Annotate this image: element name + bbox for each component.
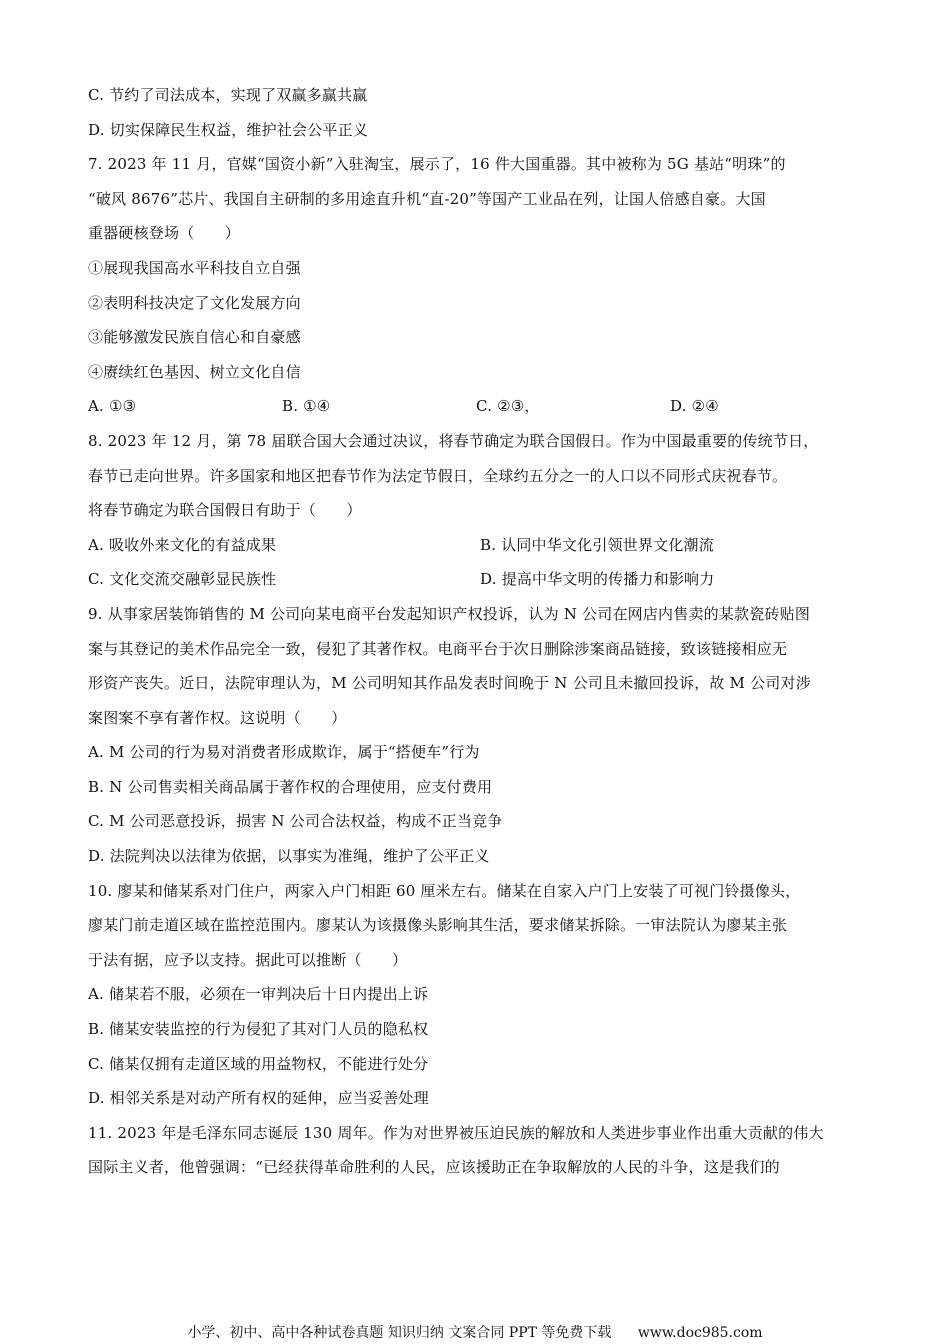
q7-option-b: B. ①④ xyxy=(282,397,331,416)
q8-options-row xyxy=(88,562,878,597)
q10-option-c: C. 储某仅拥有走道区域的用益物权，不能进行处分 xyxy=(88,1054,429,1073)
q10-stem-line: 10. 廖某和储某系对门住户，两家入户门相距 60 厘米左右。储某在自家入户门上安装了可视门铃摄像头， xyxy=(88,881,801,900)
q7-item: ③能够激发民族自信心和自豪感 xyxy=(88,328,301,347)
q6-option-d: D. 切实保障民生权益，维护社会公平正义 xyxy=(88,120,369,139)
q9-stem-line: 案与其登记的美术作品完全一致，侵犯了其著作权。电商平台于次日删除涉案商品链接，致该链接相应无 xyxy=(88,639,788,658)
q7-stem-line: 重器硬核登场（ ） xyxy=(88,224,241,243)
q8-stem-line: 春节已走向世界。许多国家和地区把春节作为法定节假日，全球约五分之一的人口以不同形式庆祝春节。 xyxy=(88,466,788,485)
q10-option-d: D. 相邻关系是对动产所有权的延伸，应当妥善处理 xyxy=(88,1089,429,1108)
q7-option-c: C. ②③， xyxy=(476,397,540,416)
q8-option-b: B. 认同中华文化引领世界文化潮流 xyxy=(480,535,714,554)
q9-option-d: D. 法院判决以法律为依据，以事实为准绳，维护了公平正义 xyxy=(88,847,490,866)
q7-option-a: A. ①③ xyxy=(88,397,137,416)
q9-stem-line: 案图案不享有著作权。这说明（ ） xyxy=(88,708,347,727)
footer-text: 小学、初中、高中各种试卷真题 知识归纳 文案合同 PPT 等免费下载 xyxy=(187,1325,612,1341)
q7-item: ④赓续红色基因、树立文化自信 xyxy=(88,362,301,381)
q10-option-a: A. 储某若不服，必须在一审判决后十日内提出上诉 xyxy=(88,985,429,1004)
q7-item: ①展现我国高水平科技自立自强 xyxy=(88,258,301,277)
q10-option-b: B. 储某安装监控的行为侵犯了其对门人员的隐私权 xyxy=(88,1020,429,1039)
q7-option-d: D. ②④ xyxy=(670,397,719,416)
q8-stem-line: 将春节确定为联合国假日有助于（ ） xyxy=(88,501,362,520)
q8-stem-line: 8. 2023 年 12 月，第 78 届联合国大会通过决议，将春节确定为联合国假日。作为中国最重要的传统节日， xyxy=(88,431,819,450)
q7-item: ②表明科技决定了文化发展方向 xyxy=(88,293,301,312)
q8-option-a: A. 吸收外来文化的有益成果 xyxy=(88,535,277,554)
q7-options xyxy=(88,389,878,424)
exam-page xyxy=(88,78,878,1185)
q6-option-c: C. 节约了司法成本，实现了双赢多赢共赢 xyxy=(88,86,368,104)
q8-options-row xyxy=(88,528,878,563)
q7-stem-line: “破风 8676”芯片、我国自主研制的多用途直升机“直-20”等国产工业品在列，让国人倍感自豪。大国 xyxy=(88,189,766,208)
q11-stem-line: 11. 2023 年是毛泽东同志诞辰 130 周年。作为对世界被压迫民族的解放和人类进步事业作出重大贡献的伟大 xyxy=(88,1123,824,1142)
q9-option-c: C. M 公司恶意投诉，损害 N 公司合法权益，构成不正当竞争 xyxy=(88,812,503,831)
q9-option-a: A. M 公司的行为易对消费者形成欺诈，属于“搭便车”行为 xyxy=(88,743,480,762)
q11-stem-line: 国际主义者，他曾强调：“已经获得革命胜利的人民，应该援助正在争取解放的人民的斗争，这是我们的 xyxy=(88,1158,780,1177)
q8-option-c: C. 文化交流交融彰显民族性 xyxy=(88,570,277,589)
q8-option-d: D. 提高中华文明的传播力和影响力 xyxy=(480,570,715,589)
q10-stem-line: 廖某门前走道区域在监控范围内。廖某认为该摄像头影响其生活，要求储某拆除。一审法院认为廖某主张 xyxy=(88,916,788,935)
page-footer xyxy=(0,1322,950,1342)
footer-site-link[interactable]: www.doc985.com xyxy=(637,1325,763,1341)
q9-stem-line: 形资产丧失。近日，法院审理认为，M 公司明知其作品发表时间晚于 N 公司且未撤回投诉，故 M 公司对涉 xyxy=(88,674,811,693)
q10-stem-line: 于法有据，应予以支持。据此可以推断（ ） xyxy=(88,950,408,969)
q7-stem-line: 7. 2023 年 11 月，官媒“国资小新”入驻淘宝，展示了，16 件大国重器。其中被称为 5G 基站“明珠”的 xyxy=(88,155,786,174)
q9-stem-line: 9. 从事家居装饰销售的 M 公司向某电商平台发起知识产权投诉，认为 N 公司在网店内售卖的某款瓷砖贴图 xyxy=(88,604,811,623)
q9-option-b: B. N 公司售卖相关商品属于著作权的合理使用，应支付费用 xyxy=(88,777,493,796)
